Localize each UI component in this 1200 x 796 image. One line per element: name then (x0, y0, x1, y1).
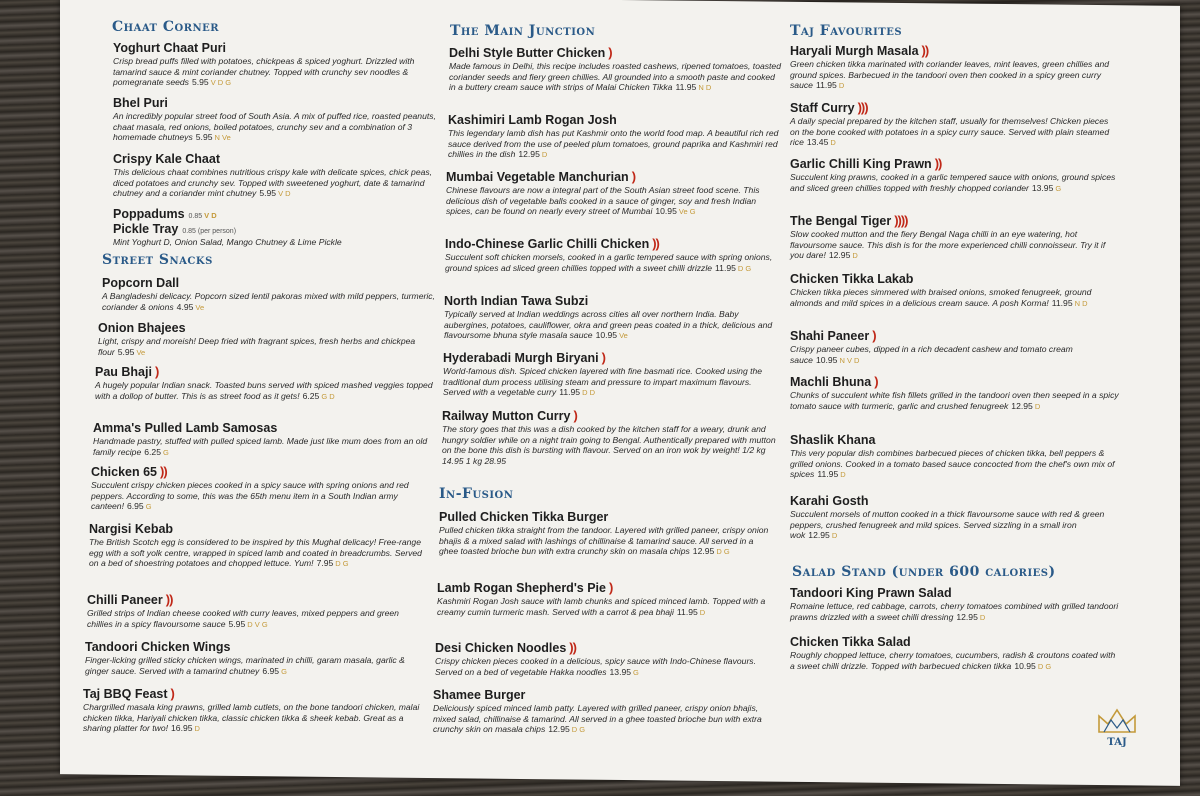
item-name (790, 494, 1120, 508)
item-name-text: Delhi Style Butter Chicken (449, 46, 606, 60)
item-price: 5.95 (117, 346, 135, 357)
item-name (790, 213, 1120, 228)
item-name (113, 222, 443, 236)
item-description (790, 650, 1120, 672)
item-name-text: Staff Curry (790, 101, 855, 115)
chilli-icon: ) (573, 408, 577, 423)
item-name-text: Shahi Paneer (790, 329, 870, 343)
diet-badge: Ve (619, 331, 628, 341)
item-name (437, 580, 772, 595)
item-description-text: Grilled strips of Indian cheese cooked with curry leaves, mixed peppers and green chillies in a spicy flavoursome sauce (87, 608, 399, 629)
item-description (790, 390, 1120, 412)
menu-item (449, 45, 784, 94)
chilli-icon: )) (165, 592, 173, 607)
item-name (95, 364, 435, 379)
item-name (443, 350, 778, 365)
menu-item (89, 522, 429, 570)
section-heading-salad-stand: Salad Stand (under 600 calories) (792, 564, 1056, 580)
item-name (91, 464, 431, 479)
item-name-text: Indo-Chinese Garlic Chilli Chicken (445, 237, 650, 251)
item-name (790, 586, 1120, 600)
diet-badge: D (1034, 401, 1041, 411)
item-name (433, 688, 771, 702)
item-description (790, 509, 1120, 542)
item-name-text: Chilli Paneer (87, 593, 163, 607)
item-description-text: World-famous dish. Spiced chicken layered with fine basmati rice. Cooked using the traditional dum process utilising steam and pressure to impart maximum flavours. Served with a vegetable curry (443, 366, 763, 398)
chilli-icon: ) (154, 364, 159, 379)
chilli-icon: ) (601, 350, 605, 365)
item-description-text: Succulent crispy chicken pieces cooked in a spicy sauce with spring onions and red peppers. According to some, this was the 65th menu item in a South Indian army canteen! (91, 480, 409, 512)
item-description (83, 702, 423, 735)
item-description-text: Chargrilled masala king prawns, grilled lamb cutlets, on the bone tandoori chicken, malai chicken tikka, Hariyali chicken tikka, classic chicken tikka & sheek kebab. Great as a sharing platter for two! (83, 702, 420, 734)
item-name-text: Poppadums (113, 207, 185, 221)
item-description-text: Handmade pastry, stuffed with pulled spiced lamb. Made just like mum does from an old family recipe (93, 436, 428, 457)
item-description (113, 56, 443, 89)
item-description-text: The story goes that this was a dish cooked by the kitchen staff for a weary, drunk and hungry soldier while on a night train going to Bengal. Authentically prepared with mutton on the bone this dish is bursting with flavour. Served on an iron wok by weight! 1/2 kg 14.95 1 kg 28.95 (442, 424, 776, 466)
item-description-text: Chicken tikka pieces simmered with braised onions, smoked fenugreek, ground almonds and mild spices in a delicious cream sauce. A posh Korma! (790, 287, 1092, 308)
item-description (790, 229, 1120, 262)
diet-badge: G (1055, 183, 1062, 193)
item-description-text: A daily special prepared by the kitchen staff, usually for themselves! Chicken pieces on the bone cooked with potatoes in a spicy curry sauce. Served with plain steamed rice (790, 116, 1110, 148)
diet-badge: D G (716, 547, 730, 557)
item-description-text: Succulent morsels of mutton cooked in a thick flavoursome sauce with red & green peppers, crushed fenugreek and mild spices. Served sizzling in a small iron wok (790, 509, 1105, 541)
item-description (790, 287, 1120, 309)
item-name-text: Pulled Chicken Tikka Burger (439, 510, 609, 524)
diet-badge: V D (204, 211, 217, 220)
item-description-text: Mint Yoghurt D, Onion Salad, Mango Chutney & Lime Pickle (113, 237, 342, 247)
item-description-text: Slow cooked mutton and the fiery Bengal Naga chilli in an eye watering, hot flavoursome sauce. This dish is for the more experienced chilli connoisseur. Try it if you dare! (790, 229, 1106, 261)
logo-text: TAJ (1107, 737, 1127, 748)
diet-badge: D (838, 81, 845, 91)
menu-item (85, 640, 425, 677)
item-price: 11.95 (675, 82, 697, 93)
item-name-text: Yoghurt Chaat Puri (113, 41, 226, 55)
diet-badge: D (699, 607, 706, 617)
menu-item (790, 43, 1120, 92)
item-name (113, 207, 443, 221)
menu-item (102, 276, 437, 313)
item-name-text: Chicken 65 (91, 465, 158, 479)
item-name-text: Shaslik Khana (790, 433, 876, 447)
item-name-text: Lamb Rogan Shepherd's Pie (437, 581, 606, 595)
item-name-text: Taj BBQ Feast (83, 687, 168, 701)
item-name (790, 156, 1120, 171)
item-name (449, 45, 784, 60)
section-heading-street-snacks: Street Snacks (102, 252, 213, 268)
menu-item (444, 294, 779, 342)
menu-item (113, 41, 443, 89)
diet-badge: D (852, 251, 858, 261)
diet-badge: D V G (247, 619, 268, 629)
item-name (87, 592, 427, 607)
diet-badge: G (162, 447, 169, 457)
item-description (443, 366, 778, 399)
item-description (790, 172, 1120, 194)
item-name (85, 640, 425, 654)
item-price: 12.95 (548, 724, 570, 735)
item-price-note: 0.85 (per person) (182, 228, 237, 235)
item-price: 12.95 (828, 250, 851, 261)
item-name-text: Amma's Pulled Lamb Samosas (93, 421, 278, 435)
item-description (102, 291, 437, 313)
section-heading-taj-favourites: Taj Favourites (790, 23, 903, 39)
item-description-text: This legendary lamb dish has put Kashmir onto the world food map. A beautiful rich red sauce derived from the use of peeled plum tomatoes, ground paprika and Kashmiri red chillies in the dish (448, 128, 779, 160)
item-description-text: This very popular dish combines barbecued pieces of chicken tikka, bell peppers & grilled onions. Cooked in a tomato based sauce concocted from the chef's own mix of spices (790, 448, 1115, 480)
item-name-text: Railway Mutton Curry (442, 409, 571, 423)
item-description (437, 596, 772, 618)
item-price: 11.95 (817, 469, 839, 480)
menu-item (437, 580, 772, 618)
item-name (444, 294, 779, 308)
item-description (113, 237, 443, 248)
item-name-text: Kashimiri Lamb Rogan Josh (448, 113, 617, 127)
menu-item (95, 364, 435, 402)
item-price: 5.95 (191, 77, 209, 88)
item-description (113, 167, 443, 200)
chilli-icon: ) (631, 169, 636, 184)
diet-badge: G (145, 502, 152, 512)
item-name (790, 328, 1120, 343)
item-price: 6.95 (262, 665, 280, 676)
diet-badge: N V D (839, 355, 860, 365)
diet-badge: G (633, 667, 639, 677)
item-price: 0.85 (188, 213, 203, 220)
chilli-icon: ) (872, 328, 876, 343)
section-heading-in-fusion: In-Fusion (439, 486, 514, 502)
item-description (442, 424, 777, 466)
item-description-text: This delicious chaat combines nutritious crispy kale with delicate spices, chick peas, diced potatoes and crunchy sev. Topped with sweetened yoghurt, date & tamarind chutney and a coriander mint chutney (113, 167, 433, 199)
item-description (446, 185, 781, 218)
item-description (790, 448, 1120, 481)
item-price: 12.95 (518, 149, 540, 160)
chilli-icon: )) (934, 156, 942, 171)
item-description-text: Light, crispy and moreish! Deep fried with fragrant spices, fresh herbs and chickpea flour (98, 336, 416, 357)
menu-item (790, 374, 1120, 412)
item-name (113, 96, 443, 110)
item-name-text: North Indian Tawa Subzi (444, 294, 589, 308)
menu-item (446, 169, 781, 218)
item-price: 12.95 (956, 611, 978, 622)
diet-badge: G D (321, 391, 335, 401)
menu-item (443, 350, 778, 399)
chilli-icon: ) (608, 580, 613, 595)
diet-badge: D D (582, 388, 596, 398)
diet-badge: V D G (210, 78, 232, 88)
item-description (790, 59, 1120, 92)
chilli-icon: ) (608, 45, 612, 60)
item-name (790, 433, 1120, 447)
item-name-text: Popcorn Dall (102, 276, 180, 290)
item-price: 13.95 (1031, 182, 1054, 193)
chilli-icon: )) (652, 236, 659, 251)
menu-item (113, 222, 443, 248)
item-description (93, 436, 433, 458)
item-description-text: Succulent king prawns, cooked in a garlic tempered sauce with onions, ground spices and sliced green chillies topped with freshly chopped coriander (790, 172, 1116, 193)
item-name-text: Shamee Burger (433, 688, 526, 702)
menu-item (790, 635, 1120, 672)
item-description-text: Chunks of succulent white fish fillets grilled in the tandoori oven then seeped in a spicy tomato sauce with turmeric, garlic and crushed fenugreek (790, 390, 1119, 411)
item-price: 13.45 (806, 137, 829, 148)
item-description-text: Crispy chicken pieces cooked in a delicious, spicy sauce with Indo-Chinese flavours. Served on a bed of vegetable Hakka noodles (435, 656, 756, 677)
item-name-text: Hyderabadi Murgh Biryani (443, 351, 599, 365)
item-name (790, 635, 1120, 649)
diet-badge: Ve (195, 302, 205, 312)
menu-item (790, 272, 1120, 309)
diet-badge: D G (571, 725, 586, 735)
menu-item (91, 464, 431, 513)
item-price: 7.95 (316, 558, 334, 569)
menu-item (790, 328, 1120, 366)
item-description (790, 344, 1120, 366)
item-name-text: Mumbai Vegetable Manchurian (446, 170, 629, 184)
diet-badge: V D (278, 189, 291, 199)
item-price: 11.95 (559, 387, 581, 398)
item-price: 11.95 (815, 80, 837, 91)
item-description (89, 537, 429, 570)
diet-badge: N D (698, 83, 712, 93)
item-name (448, 113, 783, 127)
chilli-icon: ) (874, 374, 878, 389)
chilli-icon: )))) (894, 213, 908, 228)
item-description (439, 525, 774, 558)
item-name-text: Crispy Kale Chaat (113, 152, 220, 166)
item-name (445, 236, 780, 251)
taj-logo (1093, 706, 1141, 754)
chilli-icon: )) (160, 464, 167, 479)
item-description-text: Crispy paneer cubes, dipped in a rich decadent cashew and tomato cream sauce (790, 344, 1073, 365)
item-name (790, 272, 1120, 286)
item-description (449, 61, 784, 94)
item-name-text: Desi Chicken Noodles (435, 641, 567, 655)
chilli-icon: ) (170, 686, 174, 701)
item-description (98, 336, 433, 358)
menu-item (113, 96, 443, 144)
crown-icon (1095, 706, 1139, 736)
item-name-text: Bhel Puri (113, 96, 168, 110)
diet-badge: D G (737, 263, 752, 273)
menu-item (87, 592, 427, 630)
section-heading-chaat-corner: Chaat Corner (112, 19, 220, 35)
item-name-text: Nargisi Kebab (89, 522, 174, 536)
item-name (790, 43, 1120, 58)
item-description (95, 380, 435, 402)
item-description (790, 116, 1120, 149)
menu-item (790, 586, 1120, 623)
item-name (790, 100, 1120, 115)
item-description-text: Deliciously spiced minced lamb patty. Layered with grilled paneer, crispy onion bhajis, mixed salad, chillinaise & tamarind. All served in a ghee toasted brioche bun with extra crunchy skin on masala chips (433, 703, 762, 735)
item-name-text: Machli Bhuna (790, 375, 872, 389)
item-name-text: Chicken Tikka Salad (790, 635, 911, 649)
item-name (93, 421, 433, 435)
item-description (85, 655, 425, 677)
menu-item (98, 321, 433, 358)
menu-item (435, 640, 770, 678)
chilli-icon: )) (569, 640, 576, 655)
menu-item (790, 494, 1120, 542)
item-price: 12.95 (808, 530, 830, 541)
item-name (790, 374, 1120, 389)
item-name (102, 276, 437, 290)
item-price: 13.95 (609, 666, 632, 677)
item-name-text: Pickle Tray (113, 222, 179, 236)
item-description (113, 111, 443, 144)
item-name-text: Onion Bhajees (98, 321, 186, 335)
menu-item (83, 686, 423, 735)
item-price: 5.95 (259, 188, 277, 199)
menu-item (113, 207, 443, 221)
item-price: 10.95 (1014, 660, 1036, 671)
menu-item (790, 100, 1120, 149)
item-price: 11.95 (1051, 297, 1073, 308)
item-name (446, 169, 781, 184)
item-description (790, 601, 1120, 623)
menu-item (433, 688, 771, 736)
item-description (445, 252, 780, 274)
item-description-text: Made famous in Delhi, this recipe includes roasted cashews, ripened tomatoes, toasted coriander seeds and fiery green chillies. All grounded into a smooth paste and cooked in a buttery cream sauce with strips of Malai Chicken Tikka (449, 61, 781, 93)
item-description-text: Crisp bread puffs filled with potatoes, chickpeas & spiced yoghurt. Drizzled with tamarind sauce & mint coriander chutney. Topped with crunchy sev noodles & pomegranate seeds (113, 56, 415, 88)
item-name-text: Karahi Gosth (790, 494, 869, 508)
item-price: 5.95 (228, 618, 246, 629)
item-description-text: A hugely popular Indian snack. Toasted buns served with spiced mashed veggies topped with a dollop of butter. This is as street food as it gets! (95, 380, 433, 401)
item-name-text: Chicken Tikka Lakab (790, 272, 914, 286)
diet-badge: D (830, 138, 836, 148)
item-description-text: The British Scotch egg is considered to be inspired by this Mughal delicacy! Free-range egg with a soft yolk centre, wrapped in spiced lamb and coated in breadcrumbs. Served on a bed of shoestring potatoes and chopped lettuce. Yum! (89, 537, 422, 569)
item-price: 5.95 (195, 132, 213, 143)
diet-badge: N D (1074, 298, 1088, 308)
item-description-text: Chinese flavours are now a integral part of the South Asian street food scene. This delicious dish of vegetable balls cooked in a sauce of ginger, soy and fresh Indian spices, can be found on nearly every street of Mumbai (446, 185, 760, 217)
item-price: 12.95 (692, 546, 715, 557)
diet-badge: D (979, 612, 986, 622)
item-description-text: Romaine lettuce, red cabbage, carrots, cherry tomatoes combined with grilled tandoori prawns drizzled with a sweet chilli dressing (790, 601, 1119, 622)
item-name-text: Haryali Murgh Masala (790, 44, 919, 58)
diet-badge: N Ve (214, 133, 231, 143)
diet-badge: Ve G (678, 207, 696, 217)
item-price: 11.95 (715, 262, 736, 273)
diet-badge: D (541, 150, 548, 160)
item-price: 6.25 (302, 390, 320, 401)
item-name (98, 321, 433, 335)
item-price: 10.95 (815, 354, 838, 365)
item-name (439, 510, 774, 524)
item-description-text: Pulled chicken tikka straight from the tandoor. Layered with grilled paneer, crispy onion bhajis & a mixed salad with lashings of chillinaise & tamarind sauce. All served in a ghee toasted brioche bun with extra crunchy skin on masala chips (439, 525, 769, 557)
chilli-icon: ))) (857, 100, 868, 115)
item-description-text: Finger-licking grilled sticky chicken wings, marinated in chilli, garam masala, garlic & ginger sauce. Served with a tamarind chutney (85, 655, 405, 676)
item-description-text: Green chicken tikka marinated with coriander leaves, mint leaves, green chillies and ground spices. Barbecued in the tandoori oven then cooked in a spicy green curry sauce (790, 59, 1110, 91)
item-description-text: Succulent soft chicken morsels, cooked in a garlic tempered sauce with spring onions, ground spices ad sliced green chillies topped with a sweet chilli drizzle (445, 252, 773, 273)
chilli-icon: )) (921, 43, 929, 58)
item-price: 12.95 (1011, 400, 1033, 411)
menu-item (445, 236, 780, 274)
item-description (91, 480, 431, 513)
diet-badge: G (281, 666, 287, 676)
item-description-text: Typically served at Indian weddings across cities all over northern India. Baby aubergines, potatoes, cauliflower, okra and green peas coated in a thick, delicious and flavoursome bhuna style masala sauce (444, 309, 773, 341)
item-price: 16.95 (171, 723, 193, 734)
item-name-text: Pau Bhaji (95, 365, 152, 379)
item-name-text: Tandoori King Prawn Salad (790, 586, 952, 600)
item-description (87, 608, 427, 630)
item-name-text: Garlic Chilli King Prawn (790, 157, 932, 171)
item-price: 10.95 (655, 206, 677, 217)
item-name (113, 41, 443, 55)
menu-item (790, 156, 1120, 194)
section-heading-main-junction: The Main Junction (450, 23, 596, 39)
menu-item (790, 433, 1120, 481)
item-name-text: Tandoori Chicken Wings (85, 640, 231, 654)
menu-item (442, 408, 777, 466)
item-description-text: Kashmiri Rogan Josh sauce with lamb chunks and spiced minced lamb. Topped with a creamy cumin turmeric mash. Served with a carrot & pea bhaji (437, 596, 766, 617)
diet-badge: D G (335, 559, 349, 569)
diet-badge: Ve (136, 347, 146, 357)
menu-item (439, 510, 774, 558)
item-description (448, 128, 783, 161)
menu-item (790, 213, 1120, 262)
item-name (83, 686, 423, 701)
item-name (89, 522, 429, 536)
item-price: 4.95 (176, 301, 194, 312)
item-price: 10.95 (595, 330, 618, 341)
item-price: 6.25 (144, 446, 161, 457)
item-description (435, 656, 770, 678)
item-description-text: Roughly chopped lettuce, cherry tomatoes, cucumbers, radish & croutons coated with a sweet chilli drizzle. Topped with barbecued chicken tikka (790, 650, 1116, 671)
item-price: 11.95 (676, 606, 698, 617)
diet-badge: D (831, 531, 838, 541)
menu-item (113, 152, 443, 200)
item-name (113, 152, 443, 166)
diet-badge: D (840, 470, 846, 480)
menu-item (93, 421, 433, 458)
item-description (444, 309, 779, 342)
item-description-text: An incredibly popular street food of South Asia. A mix of puffed rice, roasted peanuts, chaat masala, red onions, boiled potatoes, crunchy sev and a combination of 3 homemade chutneys (113, 111, 436, 143)
menu-item (448, 113, 783, 161)
item-price: 6.95 (126, 501, 144, 512)
diet-badge: D (194, 724, 200, 734)
item-description (433, 703, 771, 736)
item-name (435, 640, 770, 655)
item-description-text: A Bangladeshi delicacy. Popcorn sized lentil pakoras mixed with mild peppers, turmeric, coriander & onions (102, 291, 435, 312)
diet-badge: D G (1037, 661, 1052, 671)
item-name-text: The Bengal Tiger (790, 214, 892, 228)
item-name (442, 408, 777, 423)
